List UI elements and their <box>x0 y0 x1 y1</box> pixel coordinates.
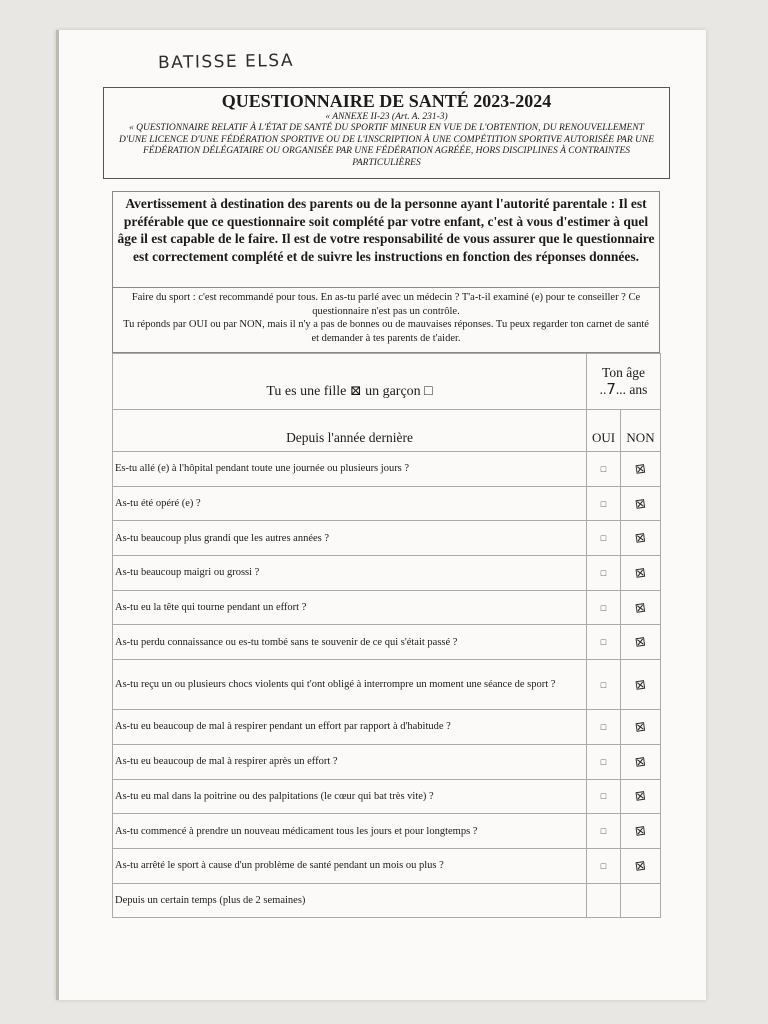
question-row <box>113 556 661 591</box>
non-checkbox[interactable] <box>621 848 661 883</box>
question-text: As-tu reçu un ou plusieurs chocs violents qui t'ont obligé à interrompre un moment une séance de sport ? <box>113 660 587 710</box>
oui-checkbox[interactable]: □ <box>587 779 621 814</box>
next-section-title: Depuis un certain temps (plus de 2 semaines) <box>113 883 587 917</box>
non-checkbox[interactable] <box>621 625 661 660</box>
age-field[interactable] <box>587 354 661 410</box>
document-description: « QUESTIONNAIRE RELATIF À L'ÉTAT DE SANTÉ DU SPORTIF MINEUR EN VUE DE L'OBTENTION, DU RENOUVELLEMENT D'UNE LICENCE D'UNE FÉDÉRATION SPORTIVE OU DE L'INSCRIPTION À UNE COMPÉTITION SPORTIVE AUTORISÉE PAR UNE FÉDÉRATION DÉLÉGATAIRE OU ORGANISÉE PAR UNE FÉDÉRATION AGRÉÉE, HORS DISCIPLINES À CONTRAINTES PARTICULIÈRES <box>118 123 655 168</box>
non-column-header: NON <box>621 410 661 452</box>
handwritten-check-mark: ⊠ <box>634 858 647 875</box>
oui-checkbox[interactable]: □ <box>587 625 621 660</box>
question-text: As-tu eu beaucoup de mal à respirer après un effort ? <box>113 744 587 779</box>
oui-checkbox[interactable]: □ <box>587 521 621 556</box>
non-checkbox[interactable] <box>621 556 661 591</box>
question-row <box>113 625 661 660</box>
empty-oui-cell <box>587 883 621 917</box>
handwritten-check-mark: ⊠ <box>634 599 647 617</box>
oui-checkbox[interactable]: □ <box>587 556 621 591</box>
question-text: As-tu arrêté le sport à cause d'un problème de santé pendant un mois ou plus ? <box>113 848 587 883</box>
handwritten-check-mark: ⊠ <box>634 753 647 771</box>
question-row <box>113 779 661 814</box>
age-label: Ton âge <box>602 365 645 380</box>
age-value: 7 <box>606 380 616 398</box>
gender-question: Tu es une fille ⊠ un garçon □ <box>113 354 587 410</box>
non-checkbox[interactable] <box>621 744 661 779</box>
handwritten-name: BATISSE ELSA <box>157 50 295 74</box>
title-box <box>103 87 670 179</box>
oui-checkbox[interactable]: □ <box>587 744 621 779</box>
non-checkbox[interactable] <box>621 779 661 814</box>
handwritten-check-mark: ⊠ <box>634 495 647 513</box>
non-checkbox[interactable] <box>621 660 661 710</box>
question-row <box>113 744 661 779</box>
question-text: As-tu eu la tête qui tourne pendant un effort ? <box>113 590 587 625</box>
question-row <box>113 848 661 883</box>
handwritten-check-mark: ⊠ <box>634 530 647 547</box>
question-text: Es-tu allé (e) à l'hôpital pendant toute une journée ou plusieurs jours ? <box>113 452 587 487</box>
oui-checkbox[interactable]: □ <box>587 814 621 849</box>
question-row <box>113 814 661 849</box>
oui-checkbox[interactable]: □ <box>587 590 621 625</box>
annexe-reference: « ANNEXE II-23 (Art. A. 231-3) <box>325 112 448 122</box>
non-checkbox[interactable] <box>621 452 661 487</box>
oui-checkbox[interactable]: □ <box>587 848 621 883</box>
garcon-checkbox[interactable]: □ <box>424 384 433 399</box>
handwritten-check-mark: ⊠ <box>634 676 647 694</box>
question-text: As-tu perdu connaissance ou es-tu tombé sans te souvenir de ce qui s'était passé ? <box>113 625 587 660</box>
intro-text <box>112 287 660 353</box>
gender-row <box>113 354 661 410</box>
non-checkbox[interactable] <box>621 814 661 849</box>
handwritten-check-mark: ⊠ <box>634 634 647 651</box>
fille-checkbox[interactable]: ⊠ <box>349 384 362 399</box>
empty-non-cell <box>621 883 661 917</box>
handwritten-check-mark: ⊠ <box>634 719 647 736</box>
question-text: As-tu commencé à prendre un nouveau médicament tous les jours et pour longtemps ? <box>113 814 587 849</box>
question-row <box>113 452 661 487</box>
parent-warning: Avertissement à destination des parents ou de la personne ayant l'autorité parentale : Il est préférable que ce questionnaire soit complété par votre enfant, c'est à vous d'estimer à quel âge il est capable de le faire. Il est de votre responsabilité de vous assurer que le questionnaire est correctement complété et de suivre les instructions en fonction des réponses données. <box>112 191 660 287</box>
non-checkbox[interactable] <box>621 521 661 556</box>
question-row <box>113 710 661 745</box>
next-section-row <box>113 883 661 917</box>
non-checkbox[interactable] <box>621 590 661 625</box>
oui-checkbox[interactable]: □ <box>587 660 621 710</box>
question-row <box>113 486 661 521</box>
question-row <box>113 590 661 625</box>
document-title: QUESTIONNAIRE DE SANTÉ 2023-2024 <box>221 91 552 111</box>
question-text: As-tu beaucoup maigri ou grossi ? <box>113 556 587 591</box>
handwritten-check-mark: ⊠ <box>634 461 647 478</box>
question-text: As-tu beaucoup plus grandi que les autres années ? <box>113 521 587 556</box>
age-value-line: ..7... ans <box>599 380 648 398</box>
non-checkbox[interactable] <box>621 710 661 745</box>
non-checkbox[interactable] <box>621 486 661 521</box>
oui-checkbox[interactable]: □ <box>587 710 621 745</box>
handwritten-check-mark: ⊠ <box>634 823 647 840</box>
intro-line-2: Tu réponds par OUI ou par NON, mais il n'y a pas de bonnes ou de mauvaises réponses. Tu peux regarder ton carnet de santé et demander à tes parents de t'aider. <box>123 319 649 344</box>
section-header-row <box>113 410 661 452</box>
question-text: As-tu été opéré (e) ? <box>113 486 587 521</box>
section-title: Depuis l'année dernière <box>113 410 587 452</box>
paper-edge <box>56 30 59 1000</box>
question-row <box>113 660 661 710</box>
question-row <box>113 521 661 556</box>
intro-line-1: Faire du sport : c'est recommandé pour tous. En as-tu parlé avec un médecin ? T'a-t-il examiné (e) pour te conseiller ? Ce questionnaire n'est pas un contrôle. <box>131 292 641 317</box>
handwritten-check-mark: ⊠ <box>634 788 647 806</box>
oui-checkbox[interactable]: □ <box>587 486 621 521</box>
question-text: As-tu eu mal dans la poitrine ou des palpitations (le cœur qui bat très vite) ? <box>113 779 587 814</box>
oui-column-header: OUI <box>587 410 621 452</box>
questionnaire-table <box>112 353 661 918</box>
oui-checkbox[interactable]: □ <box>587 452 621 487</box>
question-text: As-tu eu beaucoup de mal à respirer pendant un effort par rapport à d'habitude ? <box>113 710 587 745</box>
handwritten-check-mark: ⊠ <box>634 565 647 582</box>
